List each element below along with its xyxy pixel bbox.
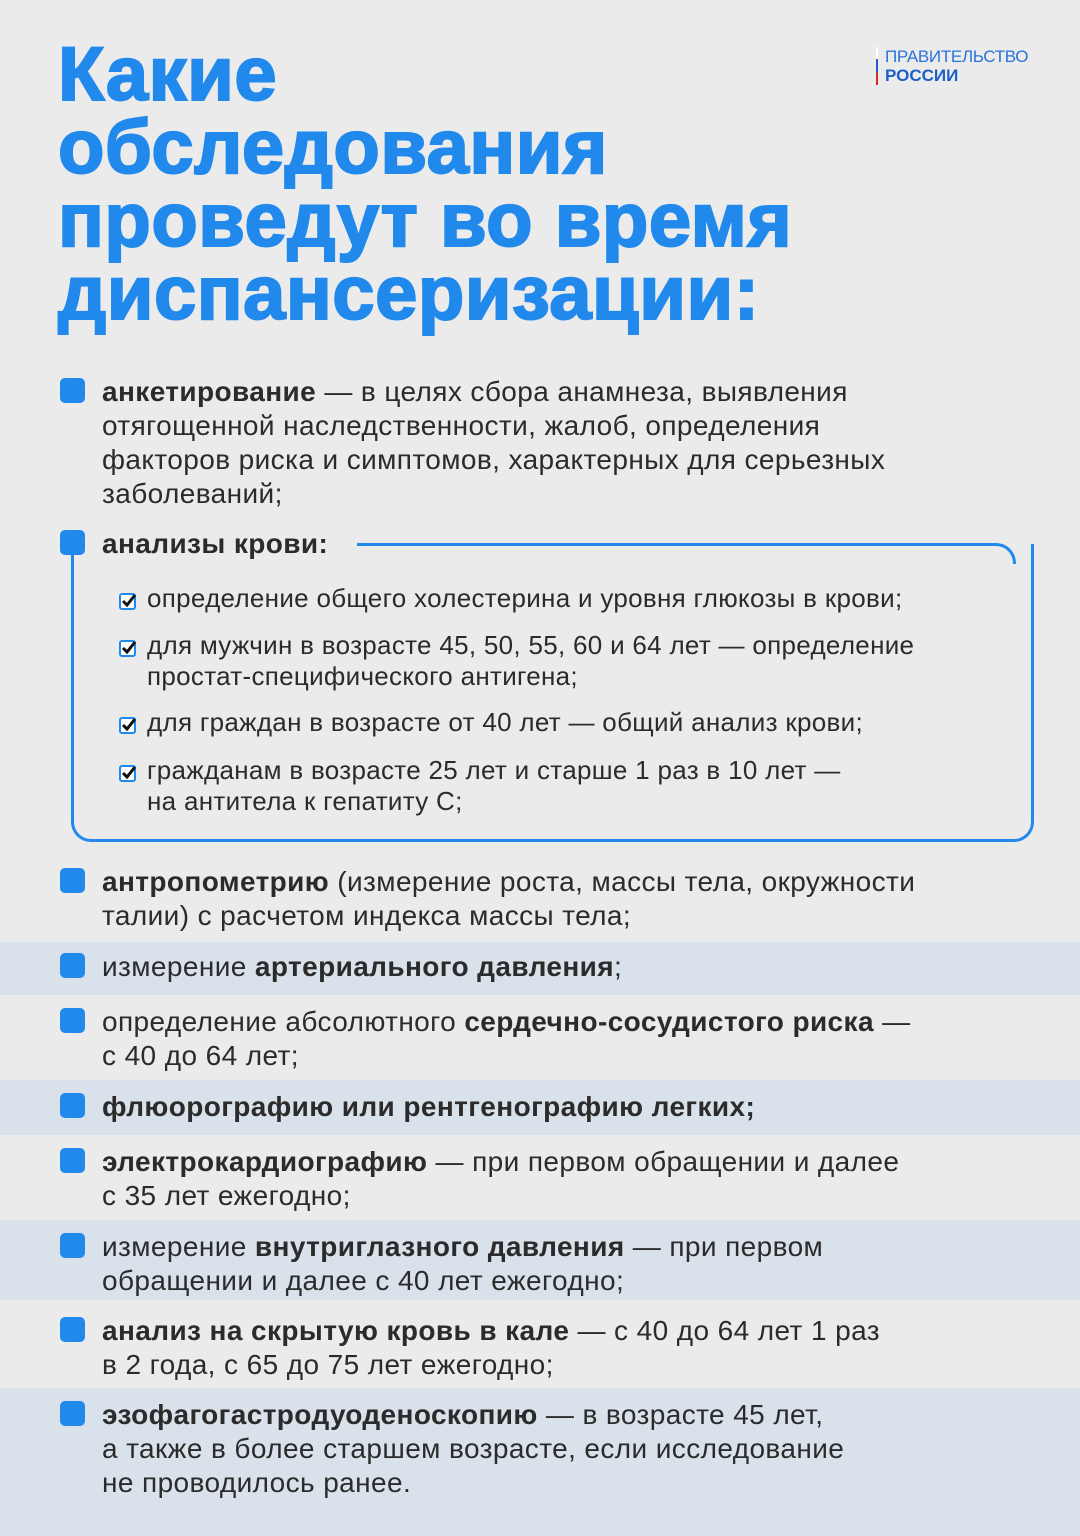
- item-bold-text: антропометрию: [102, 866, 330, 897]
- list-item: [102, 1398, 844, 1500]
- government-logo: [876, 47, 1028, 85]
- bullet-icon: [60, 530, 85, 555]
- logo-line1: ПРАВИТЕЛЬСТВО: [885, 47, 1029, 66]
- checkbox-checked-icon: [119, 765, 136, 782]
- bullet-icon: [60, 1008, 85, 1033]
- checkbox-checked-icon: [119, 640, 136, 657]
- item-text: — с 40 до 64 лет;: [102, 1006, 911, 1071]
- item-text: ;: [614, 951, 623, 982]
- blood-tests-box-top: [357, 543, 1016, 564]
- bullet-icon: [60, 868, 85, 893]
- item-text: — при первом обращении и далее с 40 лет ежегодно;: [102, 1231, 824, 1296]
- bullet-icon: [60, 1401, 85, 1426]
- item-text: — с 40 до 64 лет 1 раз в 2 года, с 65 до 75 лет ежегодно;: [102, 1315, 880, 1380]
- checkbox-checked-icon: [119, 717, 136, 734]
- item-text: — при первом обращении и далее с 35 лет ежегодно;: [102, 1146, 900, 1211]
- list-item: [102, 1090, 755, 1124]
- checkbox-checked-icon: [119, 593, 136, 610]
- item-text: — в возрасте 45 лет, а также в более старшем возрасте, если исследование не проводилось ранее.: [102, 1399, 845, 1498]
- list-item: [102, 865, 915, 933]
- blood-test-item: гражданам в возрасте 25 лет и старше 1 раз в 10 лет — на антитела к гепатиту С;: [147, 755, 841, 816]
- list-item: [102, 1314, 880, 1382]
- list-item: [102, 375, 885, 511]
- list-item: [102, 527, 328, 561]
- item-bold-text: анкетирование: [102, 376, 317, 407]
- bullet-icon: [60, 1317, 85, 1342]
- item-bold-text: внутриглазного давления: [254, 1231, 625, 1262]
- item-bold-text: сердечно-сосудистого риска: [464, 1006, 874, 1037]
- blood-test-item: для мужчин в возрасте 45, 50, 55, 60 и 64 лет — определение простат-специфического антигена;: [147, 630, 915, 691]
- item-text: определение абсолютного: [102, 1006, 465, 1037]
- blood-test-item: определение общего холестерина и уровня глюкозы в крови;: [147, 583, 903, 613]
- item-bold-text: эзофагогастродуоденоскопию: [102, 1399, 538, 1430]
- bullet-icon: [60, 378, 85, 403]
- item-text: измерение: [102, 951, 255, 982]
- list-item: [102, 1145, 899, 1213]
- list-item: [102, 1005, 911, 1073]
- item-bold-text: анализы крови:: [102, 528, 329, 559]
- list-item: [102, 950, 622, 984]
- item-bold-text: электрокардиографию: [102, 1146, 428, 1177]
- bullet-icon: [60, 1148, 85, 1173]
- item-text: — в целях сбора анамнеза, выявления отягощенной наследственности, жалоб, определения факторов риска и симптомов, характерных для серьезных заболеваний;: [102, 376, 886, 509]
- page-title: Какие обследования проведут во время диспансеризации:: [58, 32, 793, 336]
- bullet-icon: [60, 953, 85, 978]
- item-bold-text: артериального давления: [254, 951, 615, 982]
- logo-line2: РОССИИ: [885, 66, 959, 85]
- item-text: измерение: [102, 1231, 255, 1262]
- item-bold-text: анализ на скрытую кровь в кале: [102, 1315, 570, 1346]
- blood-test-item: для граждан в возрасте от 40 лет — общий анализ крови;: [147, 707, 863, 737]
- list-item: [102, 1230, 823, 1298]
- bullet-icon: [60, 1233, 85, 1258]
- item-bold-text: флюорографию или рентгенографию легких;: [102, 1091, 756, 1122]
- item-text: (измерение роста, массы тела, окружности талии) с расчетом индекса массы тела;: [102, 866, 916, 931]
- bullet-icon: [60, 1093, 85, 1118]
